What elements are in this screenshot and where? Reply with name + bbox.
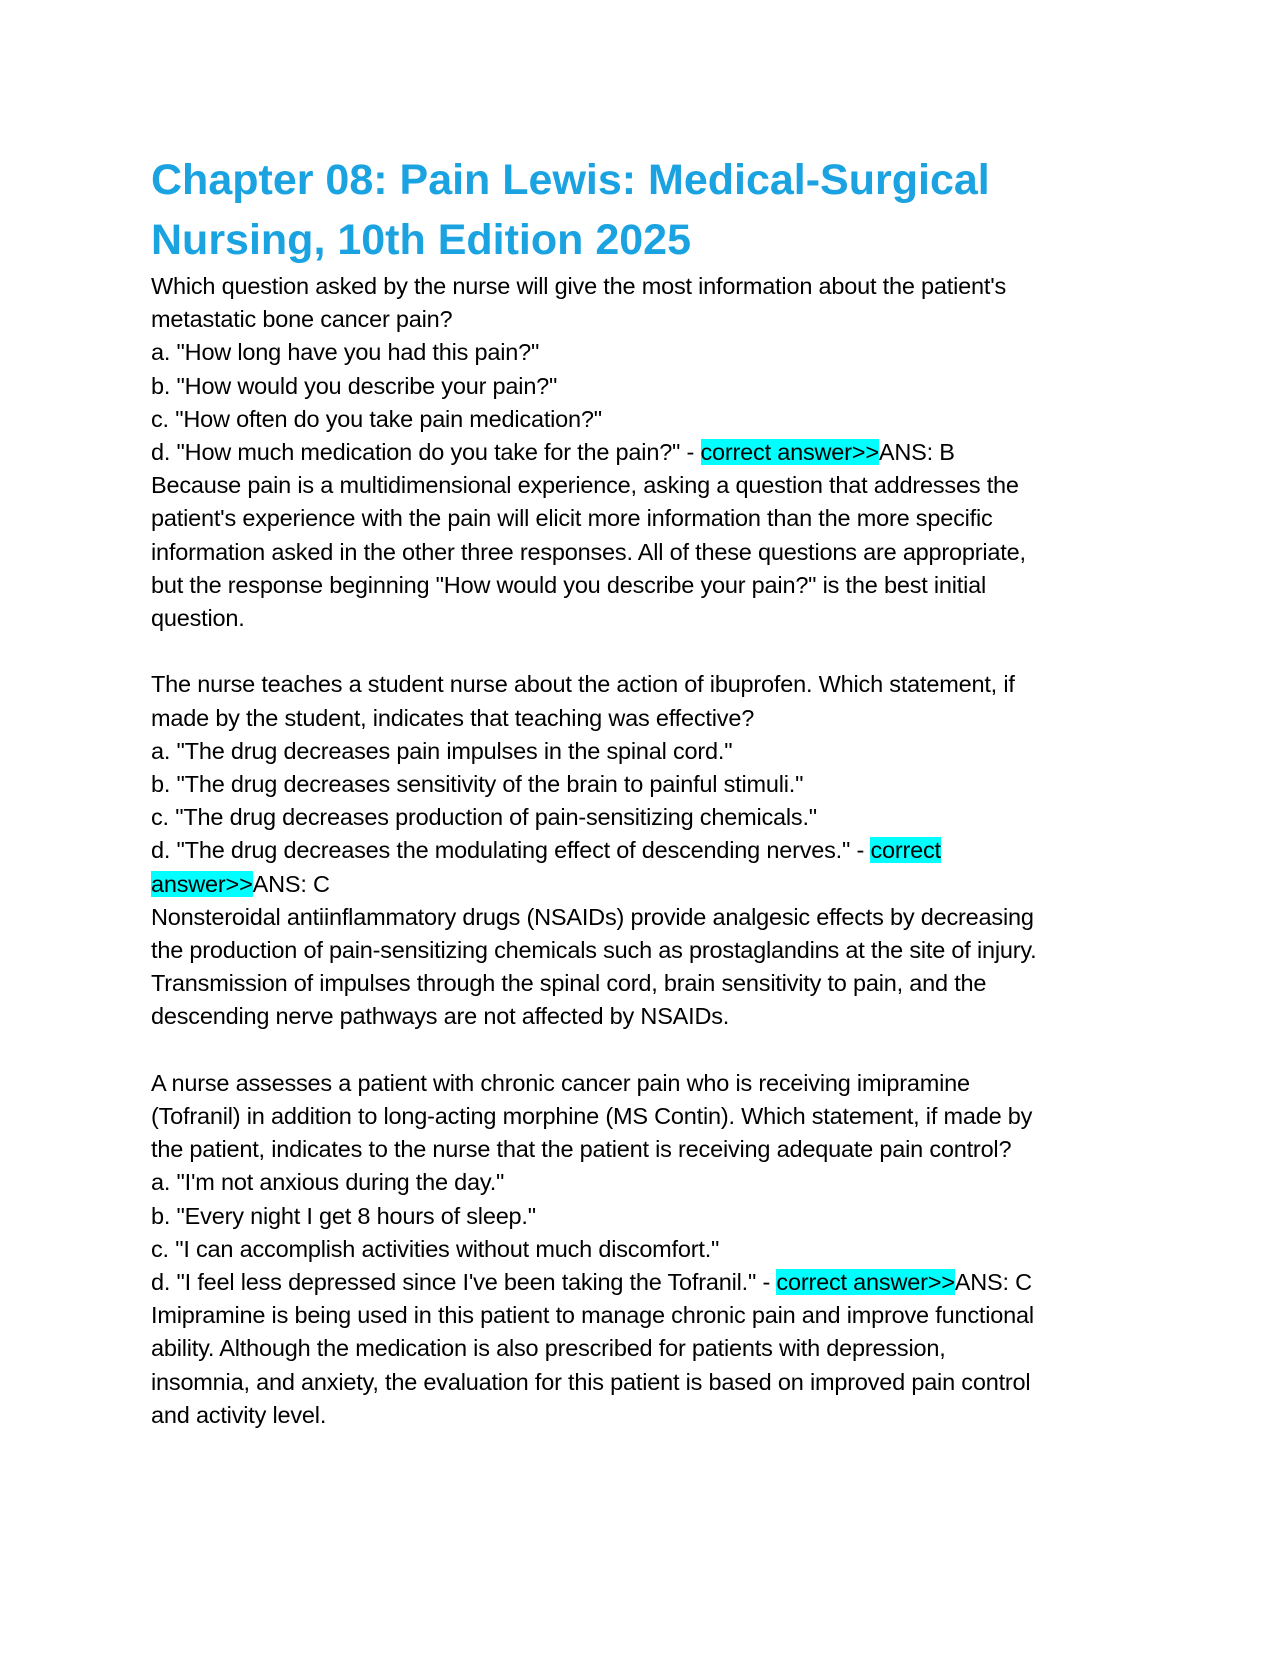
option-b: b. "How would you describe your pain?" — [151, 372, 558, 399]
question-stem: A nurse assesses a patient with chronic cancer pain who is receiving imipramine — [151, 1069, 970, 1096]
question-stem: made by the student, indicates that teaching was effective? — [151, 704, 755, 731]
question-3 — [151, 1067, 1141, 1432]
question-stem: the patient, indicates to the nurse that the patient is receiving adequate pain control? — [151, 1136, 1012, 1163]
option-d — [151, 1266, 1141, 1299]
question-1 — [151, 270, 1141, 635]
question-2 — [151, 668, 1141, 1033]
rationale: Transmission of impulses through the spinal cord, brain sensitivity to pain, and the — [151, 970, 987, 997]
answer-highlight: correct — [870, 837, 941, 864]
rationale: insomnia, and anxiety, the evaluation for this patient is based on improved pain control — [151, 1368, 1031, 1395]
answer-highlight: answer>> — [151, 870, 253, 897]
answer-key: ANS: C — [252, 870, 330, 897]
answer-line — [151, 868, 1141, 901]
option-d-text: d. "How much medication do you take for the pain?" - — [151, 439, 701, 466]
title-line: Nursing, 10th Edition 2025 — [151, 216, 691, 264]
document-page — [151, 150, 1141, 1432]
page-title — [151, 150, 1141, 270]
option-c: c. "I can accomplish activities without much discomfort." — [151, 1235, 720, 1262]
rationale: question. — [151, 605, 245, 632]
question-stem: The nurse teaches a student nurse about the action of ibuprofen. Which statement, if — [151, 671, 1015, 698]
option-a: a. "How long have you had this pain?" — [151, 339, 540, 366]
answer-key: ANS: B — [878, 439, 955, 466]
rationale: but the response beginning "How would you describe your pain?" is the best initial — [151, 571, 987, 598]
option-d — [151, 834, 1141, 867]
rationale: the production of pain-sensitizing chemicals such as prostaglandins at the site of injury. — [151, 937, 1037, 964]
option-c: c. "How often do you take pain medication?" — [151, 405, 602, 432]
option-c: c. "The drug decreases production of pain-sensitizing chemicals." — [151, 804, 817, 831]
option-b: b. "Every night I get 8 hours of sleep." — [151, 1202, 536, 1229]
question-list — [151, 270, 1141, 1432]
rationale: Imipramine is being used in this patient to manage chronic pain and improve functional — [151, 1302, 1034, 1329]
question-stem: (Tofranil) in addition to long-acting morphine (MS Contin). Which statement, if made by — [151, 1103, 1033, 1130]
rationale: patient's experience with the pain will elicit more information than the more specific — [151, 505, 993, 532]
spacer — [151, 635, 1141, 668]
answer-highlight: correct answer>> — [776, 1269, 955, 1296]
option-b: b. "The drug decreases sensitivity of the brain to painful stimuli." — [151, 771, 804, 798]
spacer — [151, 1034, 1141, 1067]
question-stem: Which question asked by the nurse will give the most information about the patient's — [151, 273, 1007, 299]
question-stem: metastatic bone cancer pain? — [151, 306, 453, 333]
rationale: and activity level. — [151, 1401, 327, 1428]
option-d-text: d. "I feel less depressed since I've been taking the Tofranil." - — [151, 1269, 777, 1296]
answer-key: ANS: C — [954, 1269, 1032, 1296]
rationale: descending nerve pathways are not affected by NSAIDs. — [151, 1003, 730, 1030]
title-line: Chapter 08: Pain Lewis: Medical-Surgical — [151, 156, 990, 204]
rationale: Because pain is a multidimensional experience, asking a question that addresses the — [151, 472, 1019, 499]
rationale: Nonsteroidal antiinflammatory drugs (NSAIDs) provide analgesic effects by decreasing — [151, 903, 1034, 930]
option-d-text: d. "The drug decreases the modulating effect of descending nerves." - — [151, 837, 871, 864]
answer-highlight: correct answer>> — [700, 439, 879, 466]
option-a: a. "I'm not anxious during the day." — [151, 1169, 505, 1196]
option-a: a. "The drug decreases pain impulses in the spinal cord." — [151, 737, 733, 764]
rationale: ability. Although the medication is also prescribed for patients with depression, — [151, 1335, 946, 1362]
rationale: information asked in the other three responses. All of these questions are appropriate, — [151, 538, 1026, 565]
option-d — [151, 436, 1141, 469]
